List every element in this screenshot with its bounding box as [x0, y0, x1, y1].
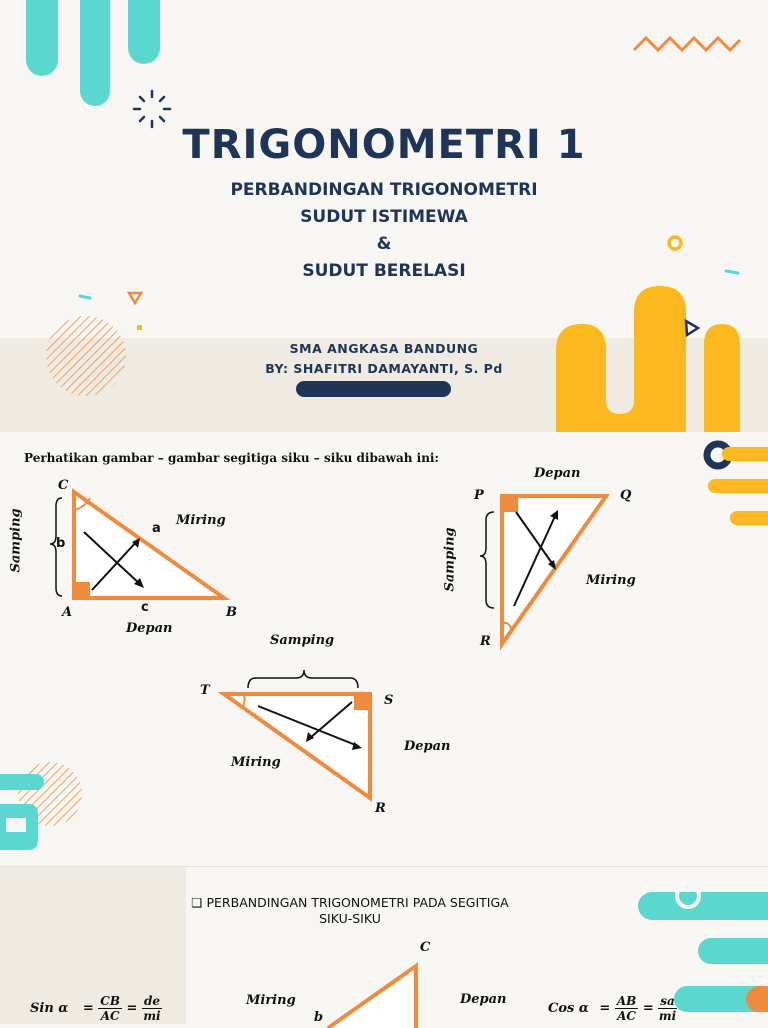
sin-denominator-1: AC	[100, 1009, 120, 1023]
cos-numerator-1: AB	[616, 994, 637, 1008]
sin-equals-1: =	[82, 1001, 94, 1016]
page-title: TRIGONOMETRI 1	[182, 122, 586, 168]
cos-equals-2: =	[642, 1001, 654, 1016]
side-c-label: c	[141, 600, 149, 615]
side-a-label: a	[152, 521, 161, 536]
triangle-tsr-diagram	[212, 666, 402, 806]
vertex-r-2: R	[375, 801, 386, 816]
vertex-c-bottom: C	[420, 940, 431, 955]
section-divider	[0, 866, 768, 867]
hatched-circle-decoration	[42, 312, 132, 402]
sin-lhs: Sin α	[30, 1001, 69, 1016]
subtitle-line-2: SUDUT ISTIMEWA	[300, 207, 468, 227]
vertex-t: T	[200, 683, 210, 698]
sin-fraction-1	[98, 994, 122, 1023]
vertex-s: S	[384, 693, 394, 708]
right-side-decoration	[700, 435, 768, 535]
miring-label-bottom: Miring	[246, 993, 296, 1008]
cos-formula	[548, 994, 677, 1023]
author-name: BY: SHAFITRI DAMAYANTI, S. Pd	[265, 361, 503, 376]
sin-formula	[30, 994, 162, 1023]
sin-numerator-2: de	[143, 994, 160, 1008]
sin-equals-2: =	[126, 1001, 138, 1016]
side-b-bottom: b	[314, 1010, 324, 1025]
vertex-q: Q	[620, 488, 632, 503]
section-heading-line-1	[160, 895, 540, 910]
cos-numerator-2: sa	[660, 994, 675, 1008]
intro-text: Perhatikan gambar – gambar segitiga siku – siku dibawah ini:	[24, 451, 439, 465]
depan-label-3: Depan	[404, 739, 451, 754]
vertex-b: B	[226, 605, 237, 620]
miring-label-2: Miring	[586, 573, 636, 588]
section-heading-line-2: SIKU-SIKU	[319, 911, 381, 926]
section-heading-text: PERBANDINGAN TRIGONOMETRI PADA SEGITIGA	[206, 895, 509, 910]
bottom-triangle-diagram	[310, 958, 450, 1028]
side-b-label: b	[56, 536, 66, 551]
depan-label-2: Depan	[534, 466, 581, 481]
sin-numerator-1: CB	[100, 994, 120, 1008]
miring-label-3: Miring	[231, 755, 281, 770]
triangle-pqr-diagram	[468, 484, 648, 654]
sin-denominator-2: mi	[143, 1009, 161, 1023]
teal-left-decoration	[0, 760, 90, 850]
cos-fraction-1	[615, 994, 638, 1023]
cos-denominator-1: AC	[617, 1009, 636, 1023]
cos-denominator-2: mi	[658, 1009, 677, 1023]
vertex-p: P	[474, 488, 484, 503]
yellow-arch-decoration	[548, 280, 768, 440]
samping-label-2: Samping	[442, 527, 458, 592]
samping-label-1: Samping	[8, 508, 24, 573]
vertex-r-1: R	[480, 634, 491, 649]
cos-lhs: Cos α	[548, 1001, 589, 1016]
subtitle-line-3: SUDUT BERELASI	[302, 261, 466, 281]
cos-fraction-2	[658, 994, 677, 1023]
school-name: SMA ANGKASA BANDUNG	[289, 341, 479, 356]
title-underline-bar	[296, 381, 451, 397]
depan-label-1: Depan	[126, 621, 173, 636]
vertex-c: C	[58, 478, 69, 493]
cos-equals-1: =	[599, 1001, 611, 1016]
depan-label-bottom: Depan	[460, 992, 507, 1007]
vertex-a: A	[62, 605, 73, 620]
subtitle-ampersand: &	[376, 234, 392, 254]
checkbox-bullet-icon: ❏	[191, 895, 203, 910]
sin-fraction-2	[142, 994, 162, 1023]
miring-label-1: Miring	[176, 513, 226, 528]
samping-label-3: Samping	[270, 633, 335, 648]
subtitle-line-1: PERBANDINGAN TRIGONOMETRI	[230, 180, 538, 200]
